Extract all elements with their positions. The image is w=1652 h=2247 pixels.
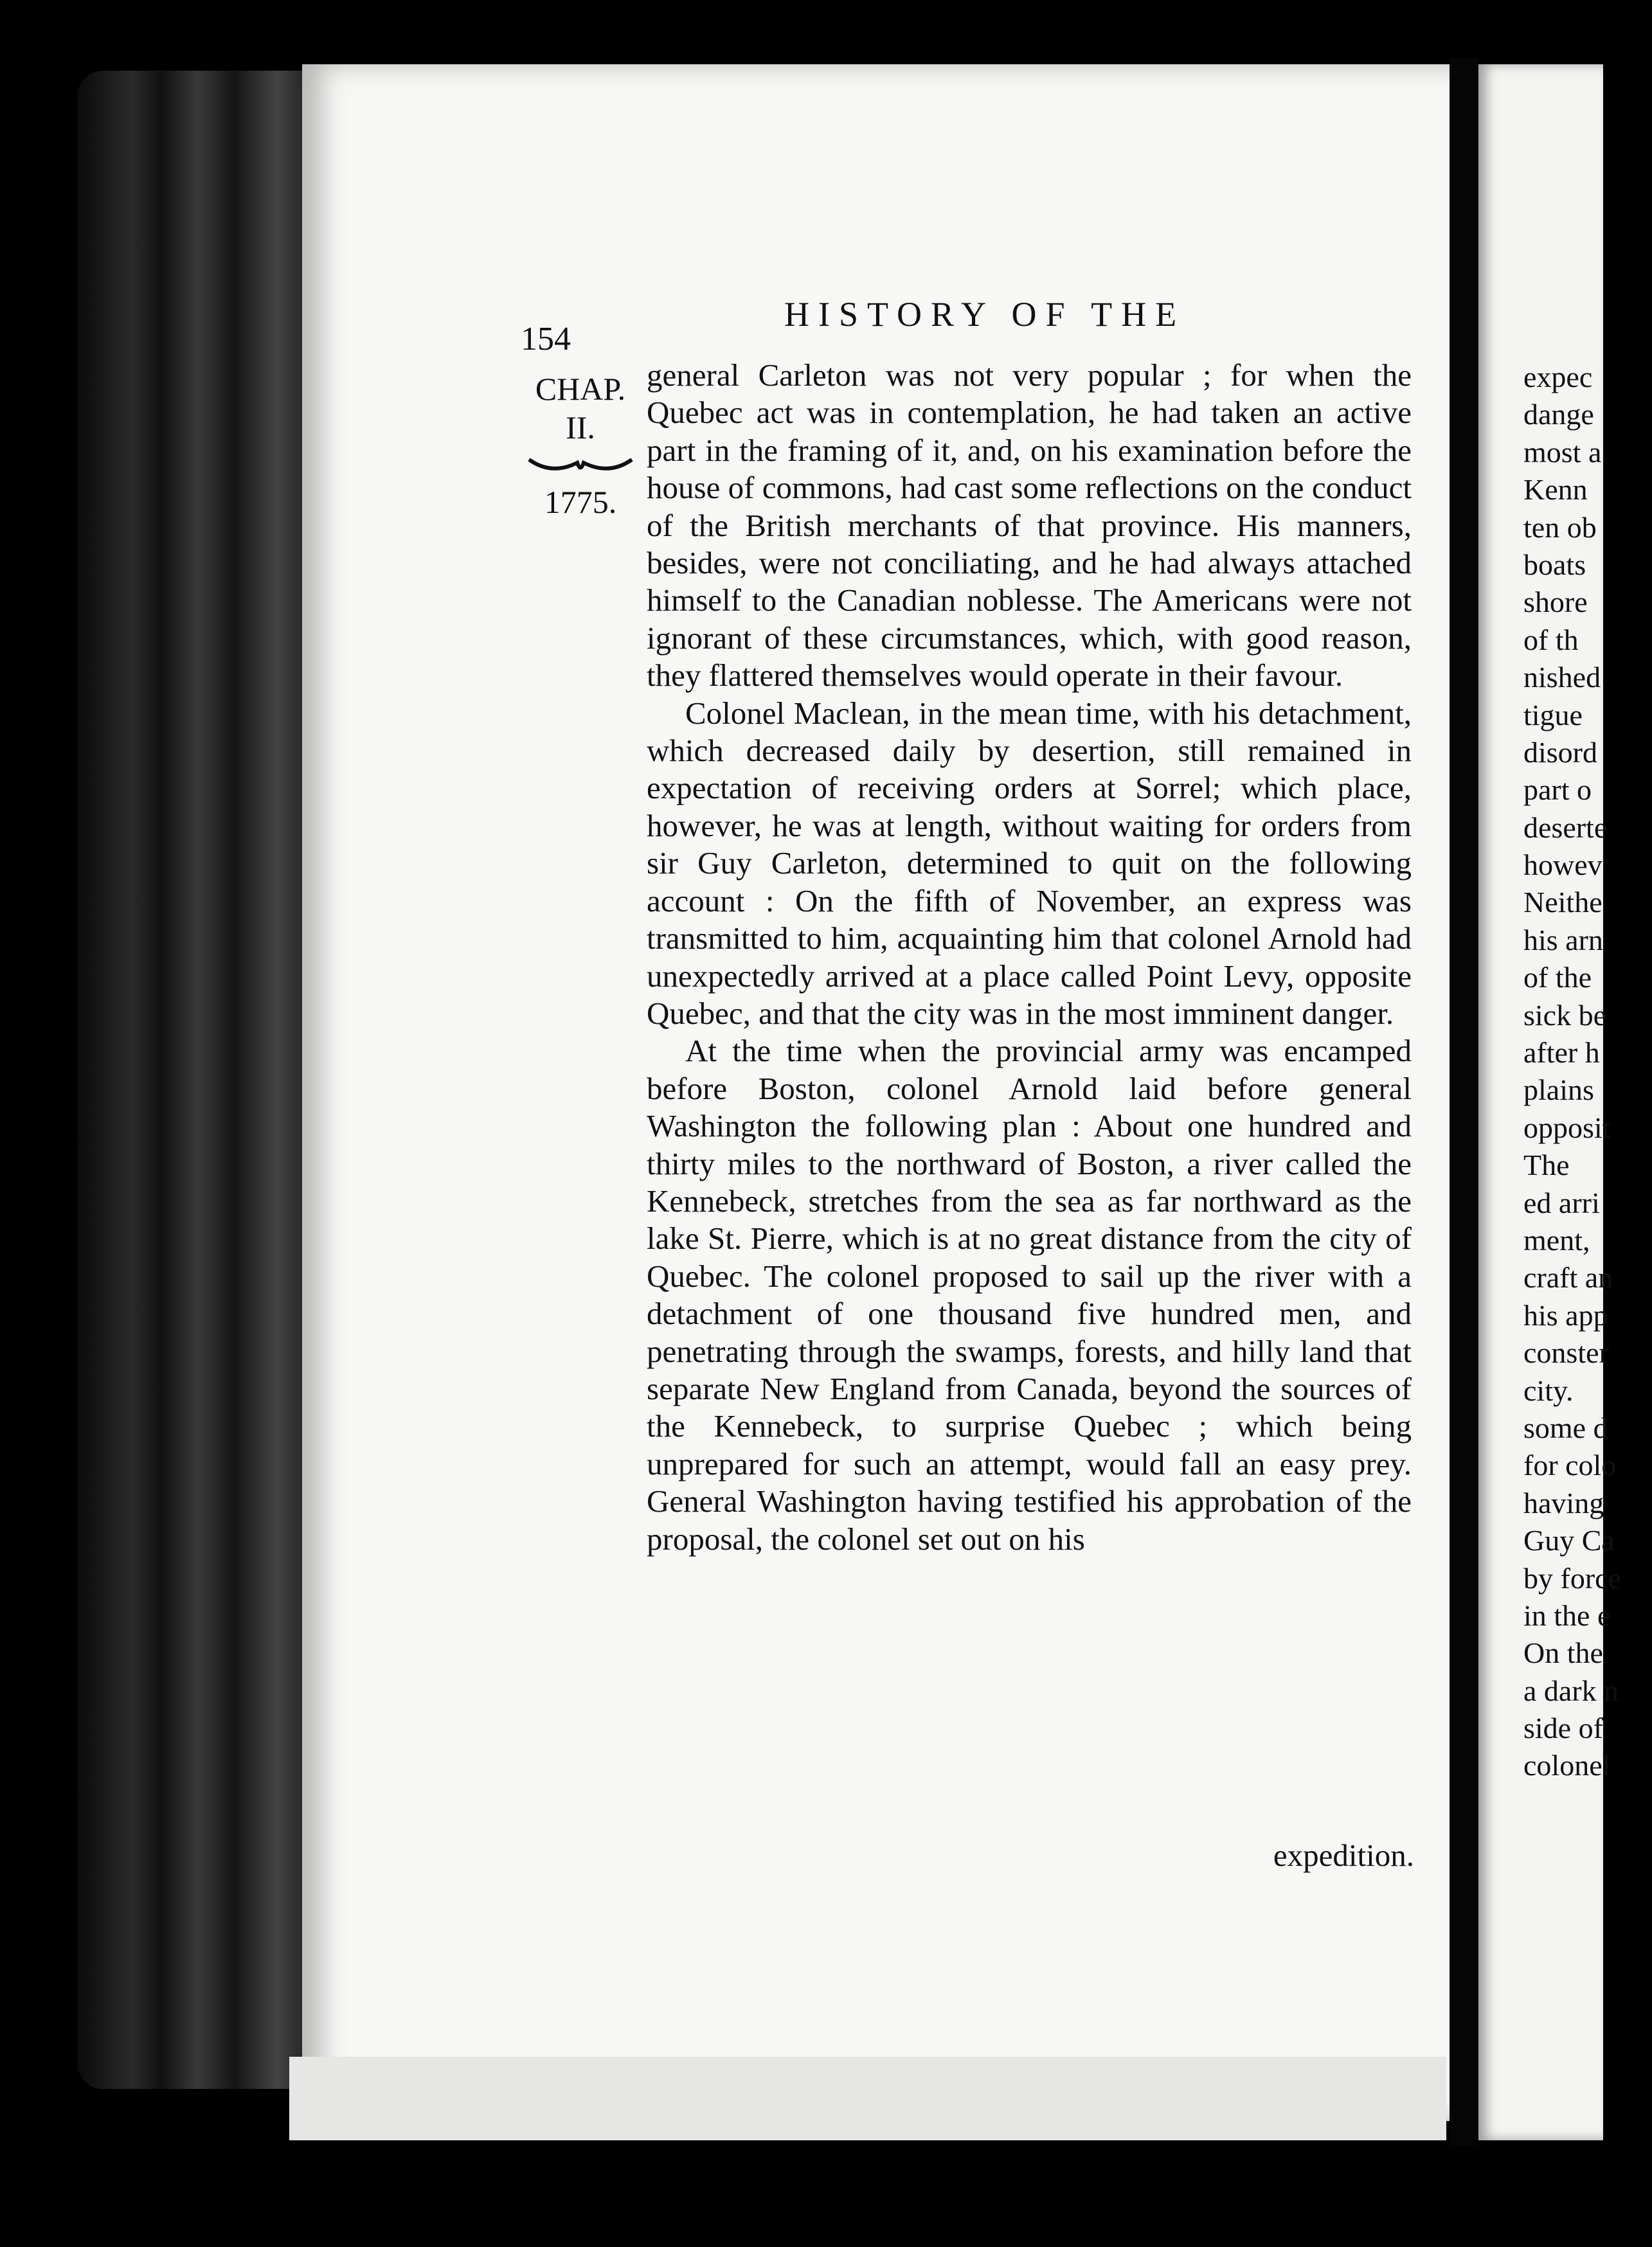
facing-page-line: ed arri: [1523, 1186, 1600, 1219]
facing-page-line: having: [1523, 1486, 1604, 1519]
paragraph-3: At the time when the provincial army was encamped before Boston, colonel Arnold laid before general Washington the following plan : About one hundred and thirty miles to the northward of Boston, a river called the Kennebeck, stretches from the sea as far northward as the lake St. Pierre, which is at no great distance from the city of Quebec. The colonel proposed to sail up the river with a detachment of one thousand five hundred men, and penetrating through the swamps, forests, and hilly land that separate New England from Canada, beyond the sources of the Kennebeck, to surprise Quebec ; which being unprepared for such an attempt, would fall an easy prey. General Washington having testified his approbation of the proposal, the colonel set out on his: [647, 1033, 1412, 1557]
facing-page-line: expec: [1523, 361, 1593, 393]
facing-page-line: in the e: [1523, 1598, 1611, 1632]
facing-page-line: ten ob: [1523, 510, 1597, 544]
facing-page-line: a dark n: [1523, 1674, 1619, 1707]
facing-page-line: craft an: [1523, 1261, 1613, 1294]
paragraph-2: Colonel Maclean, in the mean time, with his detachment, which decreased daily by desertion, still remained in expectation of receiving orders at Sorrel; which place, however, he was at length, without waiting for orders from sir Guy Carleton, determined to quit on the following account : On the fifth of November, an express was transmitted to him, acquainting him that colonel Arnold had unexpectedly arrived at a place called Point Levy, opposite Quebec, and that the city was in the most imminent danger.: [647, 695, 1412, 1031]
facing-page-line: deserte: [1523, 810, 1608, 844]
facing-page-line: sick be: [1523, 998, 1607, 1032]
chapter-label: CHAP.: [535, 371, 626, 407]
facing-page-line: On the: [1523, 1636, 1603, 1670]
facing-page-line: Guy Ca: [1523, 1524, 1615, 1557]
facing-page-line: disord: [1523, 735, 1597, 769]
facing-page-line: Kenn: [1523, 473, 1588, 506]
facing-page-text: [1523, 359, 1652, 1785]
facing-page-line: dange: [1523, 398, 1594, 431]
facing-page-line: his arn: [1523, 923, 1603, 956]
running-head: [521, 288, 1421, 357]
facing-page-line: The: [1523, 1149, 1570, 1182]
facing-page-line: plains: [1523, 1073, 1594, 1107]
facing-page-line: some d: [1523, 1411, 1608, 1444]
paragraph-1: general Carleton was not very popular ; for when the Quebec act was in contemplation, he had taken an active part in the framing of it, and, on his examination before the house of commons, had cast some reflections on the conduct of the British merchants of that province. His manners, besides, were not conciliating, and he had always attached himself to the Canadian noblesse. The Americans were not ignorant of these circumstances, which, with good reason, they flattered themselves would operate in their favour.: [647, 357, 1412, 694]
facing-page-line: of th: [1523, 623, 1579, 656]
facing-page-line: his app: [1523, 1298, 1608, 1332]
facing-page-line: Neithe: [1523, 886, 1603, 919]
facing-page-line: of the: [1523, 961, 1592, 994]
catch-word: expedition.: [1273, 1838, 1414, 1873]
page-bottom-edge: [289, 2057, 1446, 2140]
running-title: HISTORY OF THE: [784, 295, 1186, 334]
facing-page-line: boats: [1523, 548, 1586, 581]
facing-page-line: by force: [1523, 1561, 1621, 1595]
facing-page-line: ment,: [1523, 1223, 1590, 1257]
facing-page-line: side of: [1523, 1712, 1603, 1745]
facing-page-line: conster: [1523, 1336, 1609, 1370]
facing-page-line: colonel: [1523, 1749, 1611, 1782]
page-number: 154: [521, 321, 571, 357]
book-gutter: [1450, 58, 1478, 2147]
facing-page-line: after h: [1523, 1036, 1600, 1070]
body-text: [647, 357, 1412, 1861]
facing-page-line: opposit: [1523, 1111, 1611, 1144]
facing-page-line: part o: [1523, 773, 1592, 807]
facing-page-line: howev: [1523, 848, 1603, 882]
margin-note: [519, 370, 642, 521]
facing-page-line: most a: [1523, 435, 1602, 469]
facing-page-line: for colo: [1523, 1449, 1617, 1482]
facing-page-line: shore: [1523, 586, 1588, 619]
facing-page-line: nished: [1523, 661, 1601, 694]
facing-page-line: city.: [1523, 1374, 1574, 1407]
bracket-ornament: [519, 447, 642, 483]
facing-page-line: tigue: [1523, 698, 1583, 731]
chapter-number: II.: [566, 409, 595, 445]
year-label: 1775.: [544, 484, 617, 520]
